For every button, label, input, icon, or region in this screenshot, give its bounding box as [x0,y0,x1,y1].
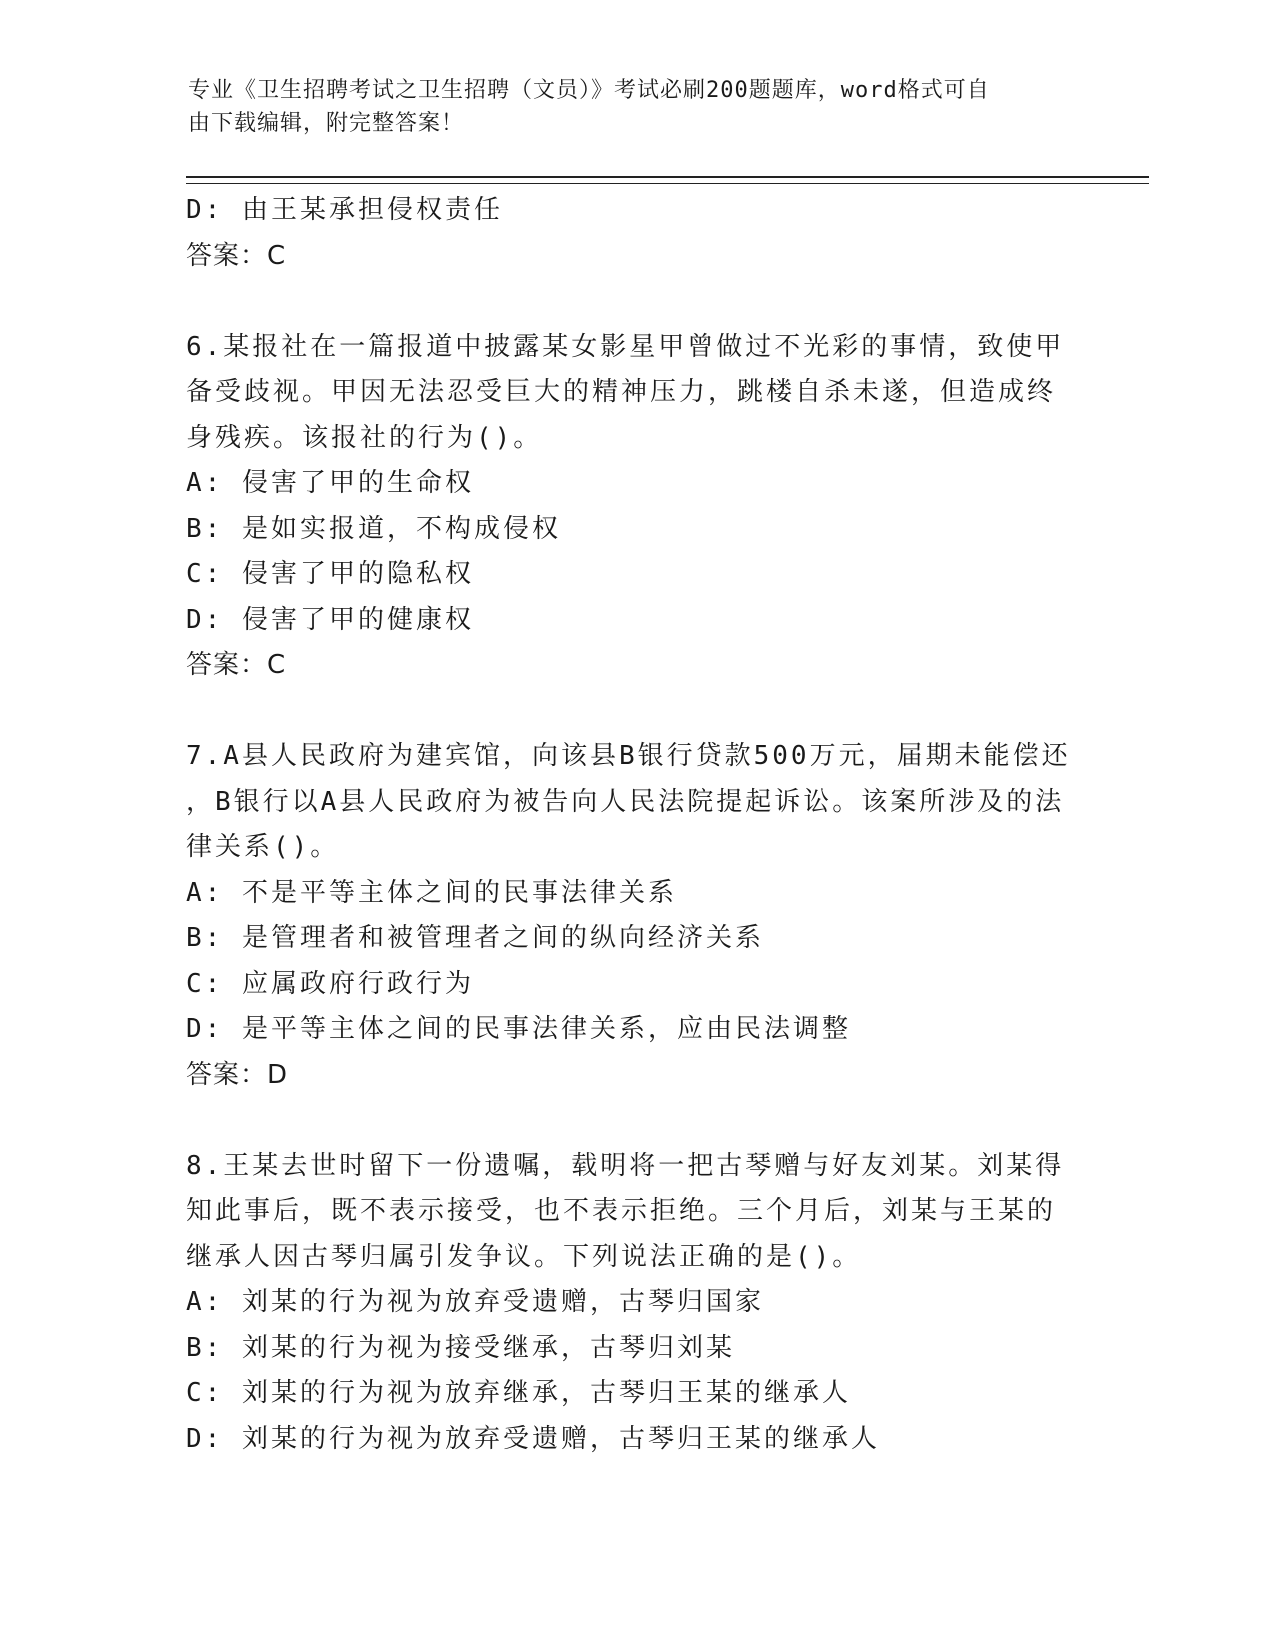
header-line-2: 由下载编辑，附完整答案！ [188,111,465,136]
spacer [186,1098,1086,1144]
option-b: B: 是如实报道，不构成侵权 [186,513,561,544]
answer: 答案：C [186,240,287,271]
answer: 答案：C [186,650,287,680]
question-stem-line: 律关系()。 [186,832,340,862]
question-stem-line: 身残疾。该报社的行为()。 [186,422,543,453]
spacer [186,279,1086,325]
option-d: D: 由王某承担侵权责任 [186,195,503,225]
question-stem-line: 7.A县人民政府为建宾馆，向该县B银行贷款500万元，届期未能偿还 [186,741,1071,771]
header-line-1: 专业《卫生招聘考试之卫生招聘（文员）》考试必刷200题题库，word格式可自 [188,78,990,103]
option-c: C: 应属政府行政行为 [186,968,474,999]
option-b: B: 是管理者和被管理者之间的纵向经济关系 [186,923,764,953]
question-stem-line: 继承人因古琴归属引发争议。下列说法正确的是()。 [186,1241,862,1272]
option-d: D: 侵害了甲的健康权 [186,604,474,635]
question-stem-line: ，B银行以A县人民政府为被告向人民法院提起诉讼。该案所涉及的法 [186,786,1065,817]
option-d: D: 刘某的行为视为放弃受遗赠，古琴归王某的继承人 [186,1423,880,1454]
option-d: D: 是平等主体之间的民事法律关系，应由民法调整 [186,1014,851,1044]
document-body [186,188,1086,1462]
prev-question-tail [186,188,1086,279]
header-divider [186,176,1149,184]
option-a: A: 刘某的行为视为放弃受遗赠，古琴归国家 [186,1287,764,1317]
question-stem-line: 8.王某去世时留下一份遗嘱，载明将一把古琴赠与好友刘某。刘某得 [186,1150,1065,1181]
answer: 答案：D [186,1059,289,1090]
question-8 [186,1144,1086,1463]
page-header [188,74,1068,140]
option-c: C: 刘某的行为视为放弃继承，古琴归王某的继承人 [186,1378,851,1408]
option-a: A: 侵害了甲的生命权 [186,468,474,498]
question-stem-line: 知此事后，既不表示接受，也不表示拒绝。三个月后，刘某与王某的 [186,1196,1057,1226]
spacer [186,689,1086,735]
question-stem-line: 备受歧视。甲因无法忍受巨大的精神压力，跳楼自杀未遂，但造成终 [186,377,1057,407]
option-b: B: 刘某的行为视为接受继承，古琴归刘某 [186,1332,735,1363]
option-c: C: 侵害了甲的隐私权 [186,559,474,589]
question-6 [186,325,1086,689]
question-7 [186,734,1086,1098]
option-a: A: 不是平等主体之间的民事法律关系 [186,877,677,908]
question-stem-line: 6.某报社在一篇报道中披露某女影星甲曾做过不光彩的事情，致使甲 [186,331,1065,362]
